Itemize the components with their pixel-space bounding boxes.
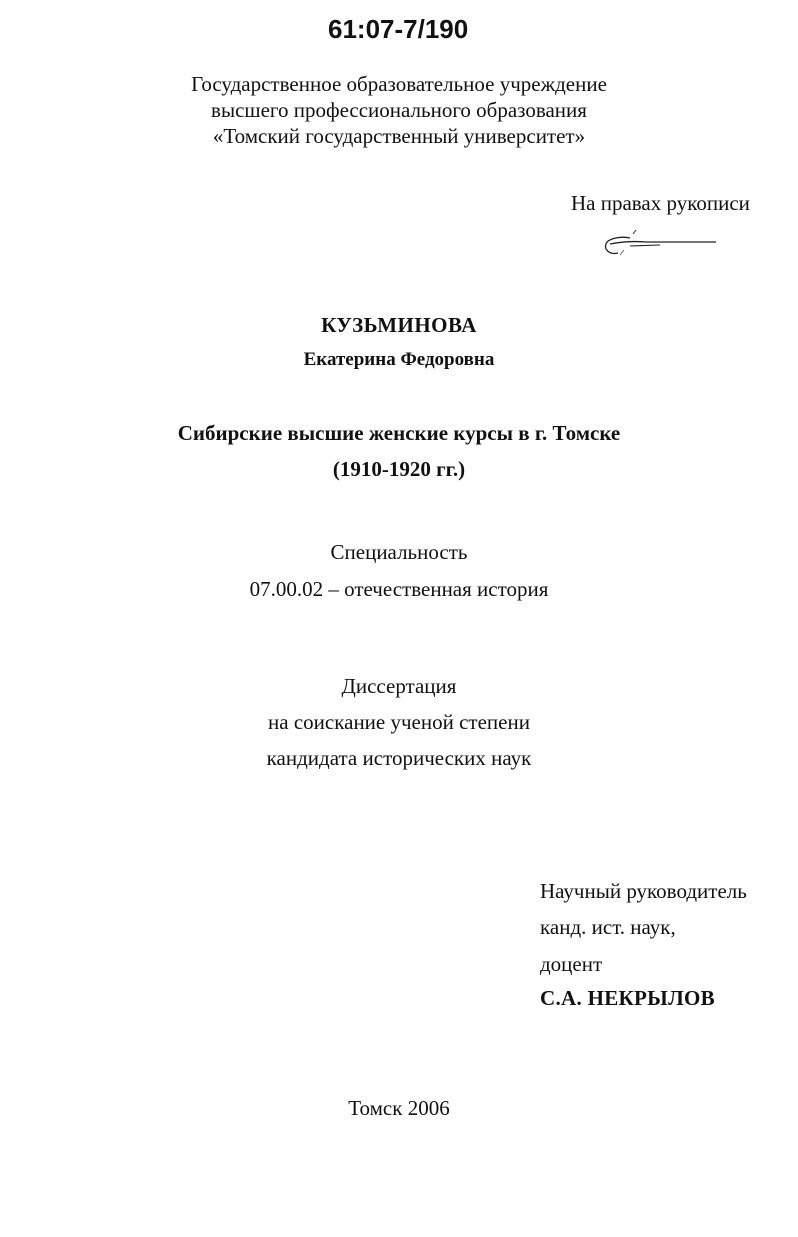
specialty-value: 07.00.02 – отечественная история [249, 577, 549, 601]
author-surname: КУЗЬМИНОВА [321, 313, 477, 337]
supervisor-degree: канд. ист. наук, [540, 915, 676, 939]
dissertation-type-line: на соискание ученой степени [268, 710, 530, 734]
handwritten-signature [600, 222, 722, 262]
dissertation-title: Сибирские высшие женские курсы в г. Томске [177, 421, 621, 445]
specialty-label: Специальность [330, 540, 468, 564]
institution-line: Государственное образовательное учреждение [191, 72, 607, 96]
dissertation-type-line: кандидата исторических наук [266, 746, 532, 770]
supervisor-role: Научный руководитель [540, 879, 747, 903]
institution-block [0, 71, 798, 149]
dissertation-type-line: Диссертация [341, 674, 457, 698]
author-given-names: Екатерина Федоровна [303, 349, 495, 370]
manuscript-rights-note: На правах рукописи [571, 191, 750, 215]
supervisor-name: С.А. НЕКРЫЛОВ [540, 986, 715, 1010]
supervisor-rank: доцент [540, 952, 603, 976]
institution-line: «Томский государственный университет» [212, 124, 586, 148]
dissertation-title-years: (1910-1920 гг.) [332, 457, 466, 481]
institution-line: высшего профессионального образования [211, 98, 587, 122]
city-year: Томск 2006 [348, 1096, 450, 1120]
document-code: 61:07-7/190 [328, 14, 469, 44]
